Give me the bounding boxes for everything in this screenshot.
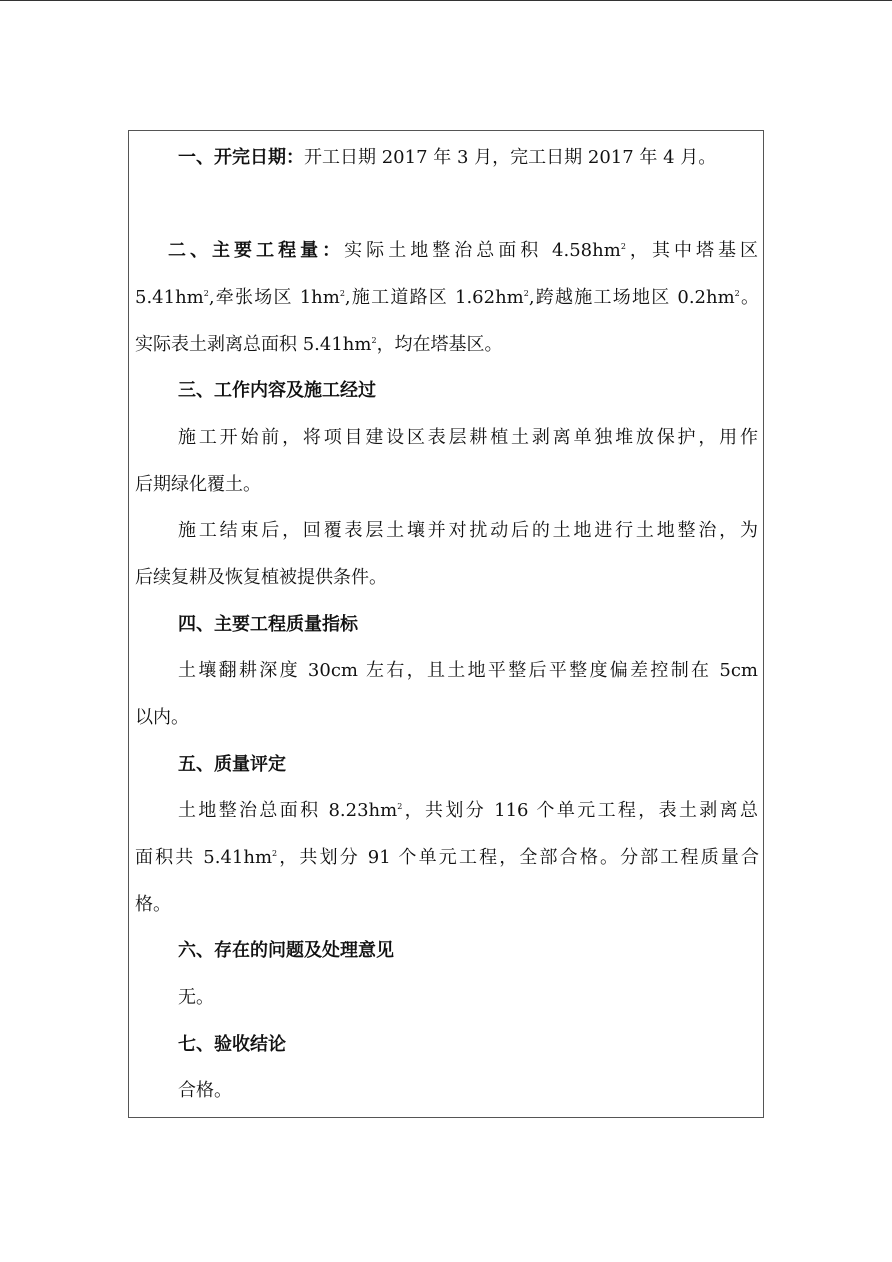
section-5-line-2-a: 面积共 5.41hm: [135, 847, 273, 868]
section-6-heading: 六、存在的问题及处理意见: [178, 940, 394, 961]
sup-2: 2: [272, 849, 278, 858]
section-2-line-2-b: ,牵张场区 1hm: [208, 287, 340, 308]
sup-2: 2: [523, 289, 529, 298]
section-2-line-2-c: ,施工道路区 1.62hm: [344, 287, 524, 308]
section-3-p1-line-1: 施工开始前，将项目建设区表层耕植土剥离单独堆放保护，用作: [178, 427, 758, 448]
section-3-p1-line-2: 后期绿化覆土。: [135, 474, 261, 495]
section-7-text: 合格。: [178, 1080, 232, 1101]
section-5-line-1-a: 土地整治总面积 8.23hm: [178, 800, 398, 821]
section-5-line-2-b: ，共划分 91 个单元工程，全部合格。分部工程质量合: [277, 847, 759, 868]
section-7-heading: 七、验收结论: [178, 1034, 286, 1055]
section-2-line-1-b: ，其中塔基区: [625, 240, 759, 261]
section-2-line-3-a: 实际表土剥离总面积 5.41hm: [135, 334, 372, 355]
section-5-heading: 五、质量评定: [178, 754, 286, 775]
section-5-line-1-b: ，共划分 116 个单元工程，表土剥离总: [402, 800, 758, 821]
section-1-heading: 一、开完日期：: [178, 147, 304, 168]
section-2-line-2-a: 5.41hm: [135, 287, 204, 308]
section-4-heading: 四、主要工程质量指标: [178, 614, 358, 635]
section-2-line-2: [135, 283, 759, 313]
section-5-line-1: [178, 796, 758, 826]
section-1-line: [178, 143, 758, 173]
section-2-line-2-e: 。: [739, 287, 759, 308]
section-4-line-2: 以内。: [135, 707, 189, 728]
section-1-text: 开工日期 2017 年 3 月，完工日期 2017 年 4 月。: [304, 147, 717, 168]
section-3-heading: 三、工作内容及施工经过: [178, 380, 376, 401]
sup-2: 2: [371, 336, 377, 345]
sup-2: 2: [620, 242, 626, 251]
section-6-text: 无。: [178, 987, 214, 1008]
sup-2: 2: [339, 289, 345, 298]
section-2-line-3: [135, 330, 759, 360]
section-5-line-2: [135, 843, 759, 873]
section-5-line-3: 格。: [135, 894, 171, 915]
sup-2: 2: [203, 289, 209, 298]
section-2-line-1-a: 实际土地整治总面积 4.58hm: [344, 240, 621, 261]
section-2-heading: 二、主要工程量：: [168, 240, 345, 261]
section-3-p2-line-2: 后续复耕及恢复植被提供条件。: [135, 567, 387, 588]
section-2-line-3-b: ，均在塔基区。: [376, 334, 503, 355]
sup-2: 2: [397, 802, 403, 811]
section-2-line-1: [168, 236, 758, 266]
sup-2: 2: [734, 289, 740, 298]
top-rule: [0, 0, 892, 1]
section-2-line-2-d: ,跨越施工场地区 0.2hm: [528, 287, 735, 308]
section-4-line-1: 土壤翻耕深度 30cm 左右，且土地平整后平整度偏差控制在 5cm: [178, 660, 758, 681]
section-3-p2-line-1: 施工结束后，回覆表层土壤并对扰动后的土地进行土地整治，为: [178, 520, 758, 541]
